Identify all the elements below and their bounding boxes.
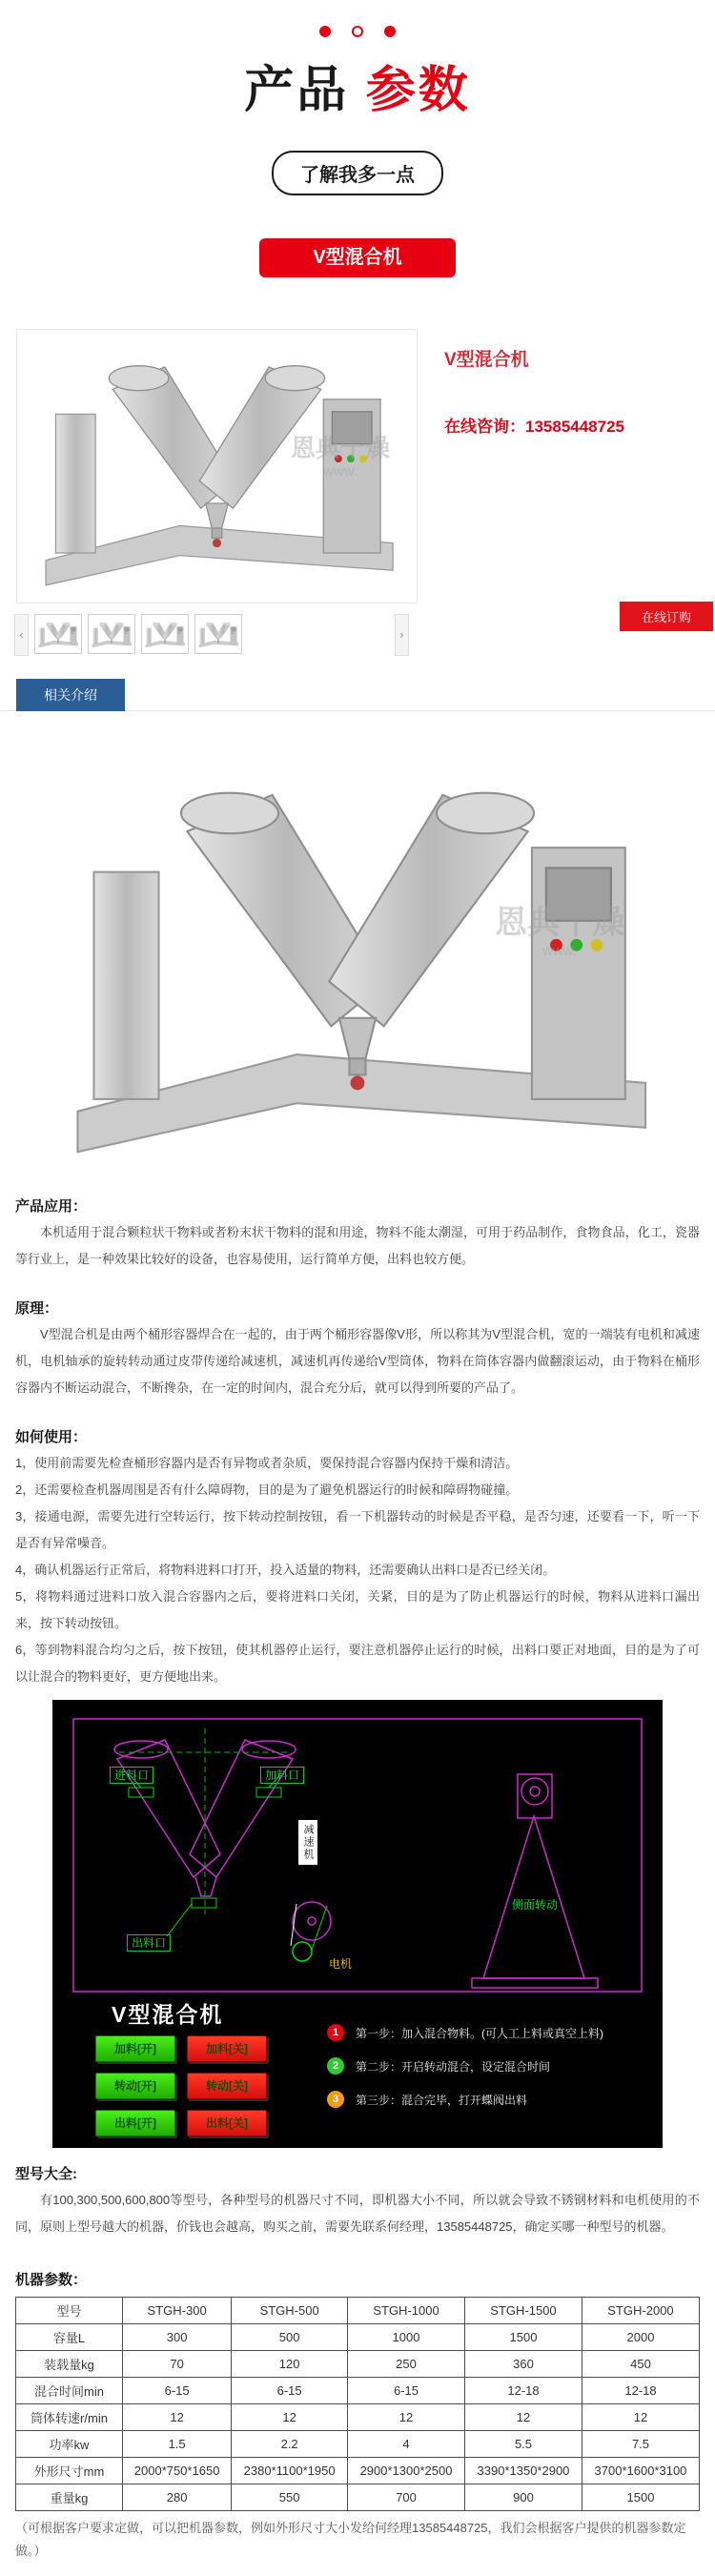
application-heading: 产品应用： [15, 1198, 88, 1215]
spec-cell: 12-18 [582, 2378, 699, 2404]
product-photo-art [17, 330, 417, 603]
spec-cell: 450 [582, 2351, 699, 2378]
spec-table-row [16, 2324, 700, 2351]
thumbnail-photo[interactable] [88, 614, 135, 654]
spec-cell: 12 [582, 2404, 699, 2431]
legend-step-text: 第一步：加入混合物料。(可人工上料或真空上料) [356, 2026, 603, 2040]
models-heading: 型号大全: [15, 2166, 77, 2182]
spec-row-label: 装载量kg [16, 2351, 123, 2378]
diagram-label-feed-right: 加料口 [260, 1767, 304, 1784]
category-button[interactable]: V型混合机 [259, 238, 456, 277]
spec-cell: 12 [465, 2404, 582, 2431]
params-heading: 机器参数： [15, 2272, 88, 2288]
spec-cell: 6-15 [232, 2378, 348, 2404]
legend-step-badge: 2 [327, 2057, 344, 2075]
product-large-photo [52, 734, 663, 1180]
spec-cell: 120 [232, 2351, 348, 2378]
spec-cell: 1000 [348, 2324, 465, 2351]
spec-cell: 250 [348, 2351, 465, 2378]
usage-step: 1，使用前需要先检查桶形容器内是否有异物或者杂质，要保持混合容器内保持干燥和清洁。 [15, 1456, 519, 1470]
diagram-label-feed-left: 进料口 [110, 1767, 153, 1784]
consult-phone: 在线咨询：13585448725 [444, 418, 625, 436]
spec-cell: 2000*750*1650 [123, 2458, 232, 2484]
dot-hollow-icon [352, 26, 363, 37]
footer-note: （可根据客户要求定做，可以把机器参数，例如外形尺寸大小发给何经理13585448725，我们会根据客户提供的机器参数定做。） [15, 2521, 686, 2558]
diagram-legend-item [327, 2091, 651, 2108]
diagram-on-button: 转动[开] [95, 2073, 175, 2099]
spec-table-header-row [16, 2298, 700, 2324]
page-title-red: 参数 [365, 63, 471, 118]
spec-cell: 1500 [465, 2324, 582, 2351]
product-name: V型混合机 [444, 350, 529, 370]
thumbnail-photo[interactable] [141, 614, 189, 654]
spec-cell: 700 [348, 2484, 465, 2511]
diagram-title: V型混合机 [112, 2002, 224, 2027]
spec-cell: STGH-1000 [348, 2298, 465, 2324]
photo-watermark: 恩典干燥 www. [290, 433, 390, 480]
spec-cell: 2000 [582, 2324, 699, 2351]
thumbnail-photo[interactable] [34, 614, 82, 654]
spec-row-label: 功率kw [16, 2431, 123, 2458]
spec-table-row [16, 2404, 700, 2431]
diagram-off-button: 加料[关] [187, 2035, 267, 2062]
thumbnail-strip [14, 614, 415, 656]
legend-step-badge: 3 [327, 2091, 344, 2108]
spec-cell: 12 [348, 2404, 465, 2431]
spec-cell: 6-15 [348, 2378, 465, 2404]
spec-row-label: 混合时间min [16, 2378, 123, 2404]
legend-step-text: 第三步：混合完毕，打开蝶阀出料 [356, 2093, 528, 2107]
diagram-label-motor: 电机 [329, 1957, 353, 1971]
product-main-photo[interactable] [16, 329, 418, 603]
spec-cell: 360 [465, 2351, 582, 2378]
diagram-legend [327, 2024, 651, 2124]
thumb-next-arrow-icon[interactable]: › [395, 614, 409, 656]
spec-cell: STGH-300 [123, 2298, 232, 2324]
dot-icon [319, 26, 331, 37]
spec-table-row [16, 2378, 700, 2404]
thumb-prev-arrow-icon[interactable]: ‹ [14, 614, 29, 656]
dot-icon [384, 26, 396, 37]
diagram-on-button: 出料[开] [95, 2110, 175, 2136]
spec-cell: 7.5 [582, 2431, 699, 2458]
usage-list [15, 1450, 700, 1690]
spec-row-label: 型号 [16, 2298, 123, 2324]
cad-diagram [52, 1700, 663, 2148]
spec-cell: 12 [232, 2404, 348, 2431]
usage-step: 3，接通电源，需要先进行空转运行，按下转动控制按钮，看一下机器转动的时候是否平稳，是否匀速，还要看一下，听一下是否有异常噪音。 [15, 1509, 700, 1550]
spec-table-row [16, 2458, 700, 2484]
spec-cell: 300 [123, 2324, 232, 2351]
spec-table-row [16, 2351, 700, 2378]
principle-body: V型混合机是由两个桶形容器焊合在一起的，由于两个桶形容器像V形，所以称其为V型混合机，宽的一端装有电机和减速机，电机轴承的旋转转动通过皮带传递给减速机，减速机再传递给V型筒体，物料在筒体容器内做翻滚运动，由于物料在桶形容器内不断运动混合，不断搀杂，在一定的时间内，混合充分后，就可以得到所要的产品了。 [15, 1327, 700, 1395]
spec-cell: STGH-2000 [582, 2298, 699, 2324]
spec-cell: 550 [232, 2484, 348, 2511]
principle-heading: 原理： [15, 1300, 59, 1317]
spec-table-row [16, 2484, 700, 2511]
diagram-off-button: 出料[关] [187, 2110, 267, 2136]
diagram-legend-item [327, 2024, 651, 2041]
header-dots [0, 26, 715, 37]
spec-cell: 1.5 [123, 2431, 232, 2458]
spec-cell: 12-18 [465, 2378, 582, 2404]
spec-cell: 900 [465, 2484, 582, 2511]
spec-row-label: 容量L [16, 2324, 123, 2351]
application-body: 本机适用于混合颗粒状干物料或者粉末状干物料的混和用途，物料不能太潮湿，可用于药品制作，食物食品，化工，瓷器等行业上，是一种效果比较好的设备，也容易使用，运行简单方便，出料也较方便。 [15, 1225, 700, 1266]
tab-related-intro[interactable]: 相关介绍 [16, 679, 125, 711]
spec-row-label: 外形尺寸mm [16, 2458, 123, 2484]
usage-step: 6，等到物料混合均匀之后，按下按钮，使其机器停止运行，要注意机器停止运行的时候，出料口要正对地面，目的是为了可以让混合的物料更好，更方便地出来。 [15, 1643, 700, 1684]
usage-step: 5，将物料通过进料口放入混合容器内之后，要将进料口关闭，关紧，目的是为了防止机器运行的时候，物料从进料口漏出来，按下转动按钮。 [15, 1589, 700, 1630]
spec-row-label: 筒体转速r/min [16, 2404, 123, 2431]
page-title-black: 产品 [244, 63, 350, 118]
spec-cell: 3700*1600*3100 [582, 2458, 699, 2484]
spec-cell: STGH-1500 [465, 2298, 582, 2324]
spec-cell: 5.5 [465, 2431, 582, 2458]
product-photo-art [52, 734, 663, 1180]
photo-watermark: 恩典干燥 www. [495, 904, 624, 959]
spec-cell: 1500 [582, 2484, 699, 2511]
thumbnail-photo[interactable] [194, 614, 242, 654]
tab-bar [0, 679, 715, 711]
page-title [0, 50, 715, 121]
spec-cell: 6-15 [123, 2378, 232, 2404]
legend-step-badge: 1 [327, 2024, 344, 2041]
diagram-label-discharge: 出料口 [127, 1934, 171, 1952]
spec-cell: 2380*1100*1950 [232, 2458, 348, 2484]
spec-table-row [16, 2431, 700, 2458]
spec-cell: 3390*1350*2900 [465, 2458, 582, 2484]
diagram-label-reducer: 减速机 [298, 1820, 317, 1865]
usage-step: 4，确认机器运行正常后，将物料进料口打开，投入适量的物料，还需要确认出料口是否已经关闭。 [15, 1563, 556, 1577]
subtitle-pill: 了解我多一点 [272, 151, 443, 195]
diagram-on-button: 加料[开] [95, 2035, 175, 2062]
usage-step: 2，还需要检查机器周围是否有什么障碍物，目的是为了避免机器运行的时候和障碍物碰撞。 [15, 1482, 519, 1497]
legend-step-text: 第二步：开启转动混合，设定混合时间 [356, 2059, 551, 2074]
spec-cell: 2.2 [232, 2431, 348, 2458]
spec-cell: 280 [123, 2484, 232, 2511]
spec-cell: 4 [348, 2431, 465, 2458]
spec-cell: 500 [232, 2324, 348, 2351]
diagram-legend-item [327, 2057, 651, 2075]
spec-cell: 70 [123, 2351, 232, 2378]
diagram-off-button: 转动[关] [187, 2073, 267, 2099]
content-area [0, 711, 715, 2576]
diagram-button-panel [95, 2035, 267, 2136]
usage-heading: 如何使用： [15, 1429, 88, 1445]
spec-table [15, 2297, 700, 2511]
spec-cell: STGH-500 [232, 2298, 348, 2324]
spec-cell: 2900*1300*2500 [348, 2458, 465, 2484]
models-body: 有100,300,500,600,800等型号，各种型号的机器尺寸不同，即机器大小不同，所以就会导致不锈钢材料和电机使用的不同，原则上型号越大的机器，价钱也会越高，购买之前，需要先联系何经理，13585448725，确定买哪一种型号的机器。 [15, 2193, 700, 2234]
diagram-label-side: 侧面转动 [512, 1898, 559, 1912]
product-info [444, 345, 706, 437]
order-online-button[interactable]: 在线订购 [620, 602, 713, 631]
spec-cell: 12 [123, 2404, 232, 2431]
spec-row-label: 重量kg [16, 2484, 123, 2511]
thumbnail-list [34, 614, 242, 654]
